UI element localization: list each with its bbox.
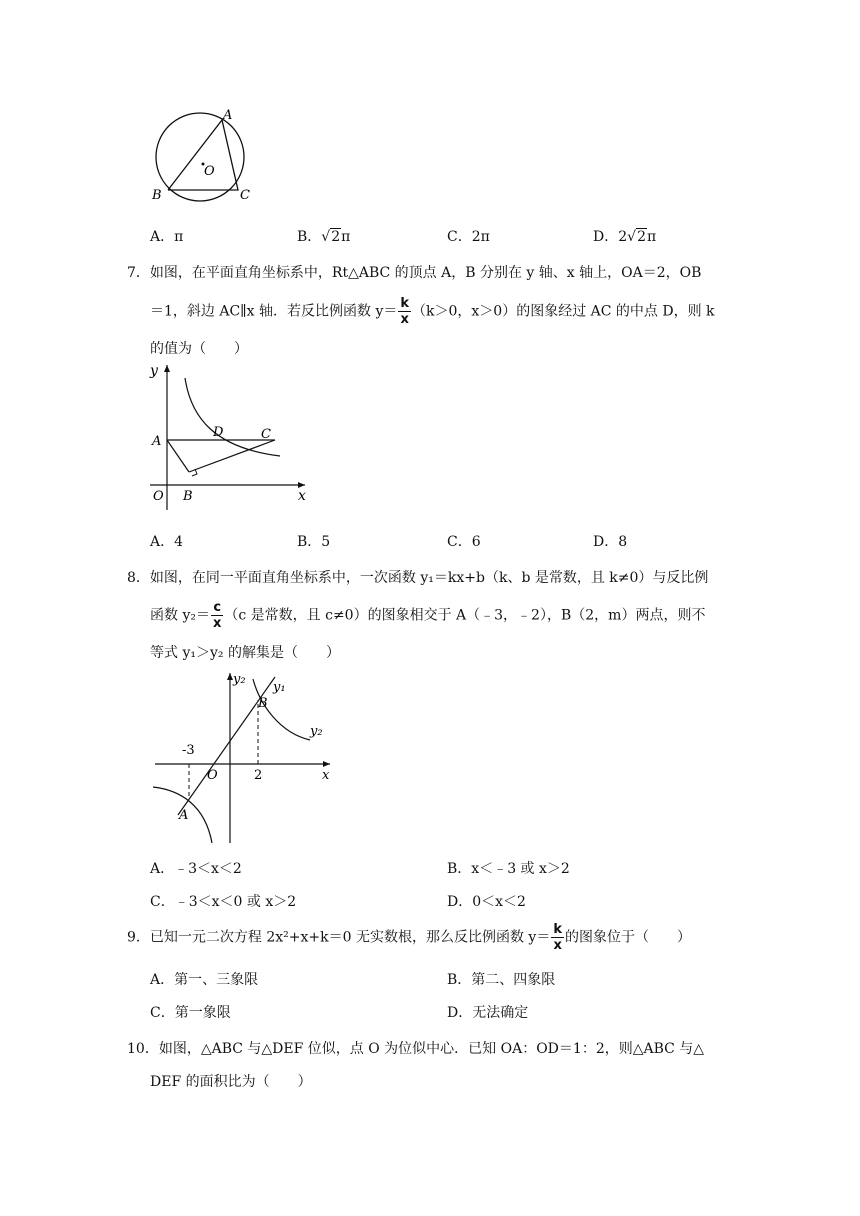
question-number: 7．: [127, 265, 150, 281]
q8-figure: [150, 665, 340, 845]
label-a: A: [179, 808, 189, 823]
q6-option-c[interactable]: C．2π: [447, 229, 490, 245]
q6-circle-figure: [140, 105, 260, 205]
question-number: 10．: [127, 1041, 159, 1057]
q8-option-d[interactable]: D．0＜x＜2: [447, 894, 526, 910]
label-y: y: [150, 363, 158, 379]
q8-line1: 8．如图，在同一平面直角坐标系中，一次函数 y₁＝kx+b（k、b 是常数，且 k≠0）与反比例: [127, 570, 709, 586]
q6-option-d[interactable]: D．2√2π: [593, 229, 657, 245]
label-d: D: [213, 425, 224, 440]
q7-line3: 的值为（ ）: [150, 341, 248, 357]
q8-line2: 函数 y₂＝ $\frac{c}{x}$ （c 是常数，且 c≠0）的图象相交于 A（﹣3，﹣2），B（2，m）两点，则不: [150, 600, 706, 631]
triangle-abc: [168, 120, 238, 190]
segment-ab: [167, 440, 189, 472]
q8-option-a[interactable]: A．﹣3＜x＜2: [150, 861, 242, 877]
label-x: x: [322, 768, 330, 783]
label-b: B: [152, 188, 162, 203]
fraction-k-over-x: $\frac{k}{x}$: [400, 296, 410, 327]
q8-line3: 等式 y₁＞y₂ 的解集是（ ）: [150, 645, 340, 661]
label-y2: y₂: [310, 724, 323, 739]
label-a: A: [152, 434, 162, 449]
label-b: B: [183, 489, 193, 504]
sqrt-symbol: √2: [627, 229, 646, 245]
q7-line1: 7．如图，在平面直角坐标系中，Rt△ABC 的顶点 A，B 分别在 y 轴、x 轴上，OA＝2，OB: [127, 265, 702, 281]
label-x: x: [298, 488, 306, 504]
question-number: 8．: [127, 570, 150, 586]
segment-bc: [189, 440, 275, 472]
q7-option-a[interactable]: A．4: [150, 534, 184, 550]
q7-option-d[interactable]: D．8: [593, 534, 628, 550]
q10-line2: DEF 的面积比为（ ）: [150, 1074, 312, 1090]
q7-line2: ＝1，斜边 AC∥x 轴．若反比例函数 y＝ $\frac{k}{x}$ （k＞0，x＞0）的图象经过 AC 的中点 D，则 k: [150, 296, 715, 327]
q10-line1: 10．如图，△ABC 与△DEF 位似，点 O 为位似中心．已知 OA：OD＝1：2，则△ABC 与△: [127, 1041, 705, 1057]
q6-option-a[interactable]: A．π: [150, 229, 184, 245]
label-2: 2: [254, 768, 263, 783]
q7-option-b[interactable]: B．5: [297, 534, 331, 550]
q7-figure: [145, 360, 315, 515]
question-number: 9．: [127, 929, 150, 946]
label-y1: y₁: [273, 680, 286, 695]
label-o: O: [207, 768, 218, 783]
label-o: O: [153, 489, 164, 504]
label-b: B: [258, 696, 268, 711]
label-o: O: [204, 164, 215, 179]
sqrt-symbol: √2: [321, 229, 341, 245]
label-c: C: [261, 427, 271, 442]
fraction-c-over-x: $\frac{c}{x}$: [212, 600, 222, 631]
q9-line1: 9．已知一元二次方程 2x²+x+k＝0 无实数根，那么反比例函数 y＝ $\frac{k}{x}$ 的图象位于（ ）: [127, 922, 691, 953]
label-a: A: [223, 108, 233, 123]
q9-option-a[interactable]: A．第一、三象限: [150, 972, 259, 988]
label-neg3: -3: [182, 743, 195, 758]
hyperbola: [185, 378, 280, 456]
q9-option-b[interactable]: B．第二、四象限: [447, 972, 556, 988]
label-y2-axis: y₂: [233, 672, 246, 687]
q9-option-c[interactable]: C．第一象限: [150, 1005, 231, 1021]
q8-option-c[interactable]: C．﹣3＜x＜0 或 x＞2: [150, 894, 297, 910]
q7-option-c[interactable]: C．6: [447, 534, 481, 550]
label-c: C: [240, 188, 250, 203]
q9-option-d[interactable]: D．无法确定: [447, 1005, 529, 1021]
q8-option-b[interactable]: B．x＜﹣3 或 x＞2: [447, 861, 570, 877]
q6-option-b[interactable]: B．√2π: [297, 229, 351, 245]
fraction-k-over-x: $\frac{k}{x}$: [553, 922, 562, 953]
